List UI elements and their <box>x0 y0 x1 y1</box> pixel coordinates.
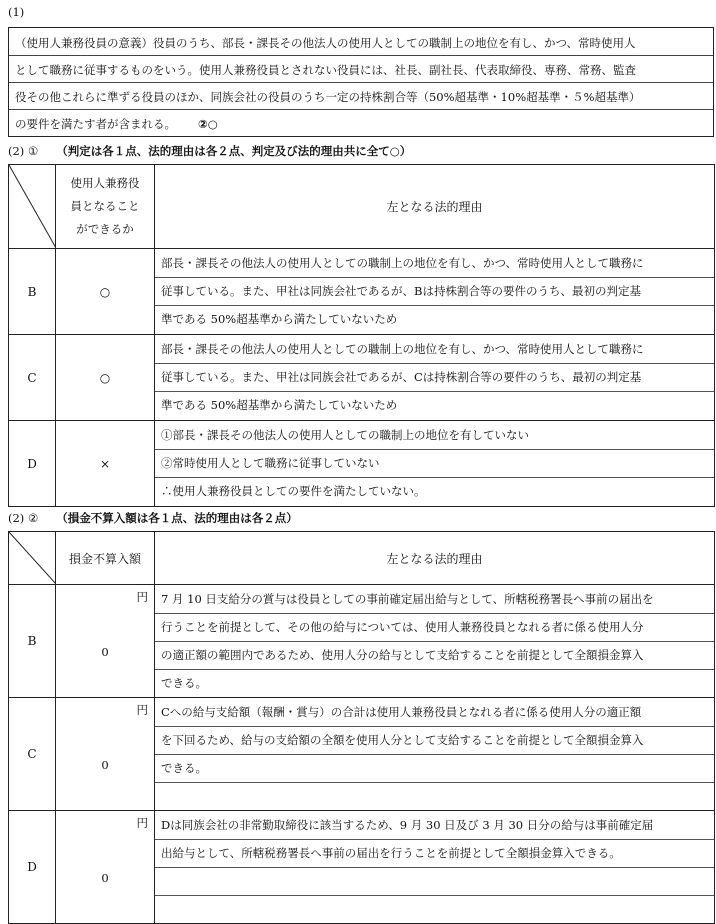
reason-cell-b: 7 月 10 日支給分の賞与は役員としての事前確定届出給与として、所轄税務署長へ事前の届出を 行うことを前提として、その他の給与については、使用人兼務役員となれる者に係る使用人分 の適正額の範囲内であるため、使用人分の給与として支給することを前提として全額損金算入 できる。 <box>155 585 715 698</box>
amount-value-d: 0 <box>101 871 109 885</box>
section-1-line <box>15 117 709 131</box>
row-label-b: B <box>9 585 56 698</box>
section-2-2-header <box>8 510 298 526</box>
section-1-label: (1) <box>8 5 25 19</box>
reason-cell-c: 部長・課長その他法人の使用人としての職制上の地位を有し、かつ、常時使用人として職務に 従事している。また、甲社は同族会社であるが、Cは持株割合等の要件のうち、最初の判定基 準である 50%超基準から満たしていないため <box>155 335 715 421</box>
row-label-d: D <box>9 421 56 507</box>
section-2-1-header <box>8 143 411 159</box>
section-1-line: 役その他これらに準ずる役員のほか、同族会社の役員のうち一定の持株割合等（50%超基準・10%超基準・５%超基準） <box>15 90 641 104</box>
col-header-reason: 左となる法的理由 <box>155 532 715 585</box>
section-2-2-label: (2) ② <box>8 511 39 525</box>
table-row <box>9 421 715 507</box>
table-row <box>9 249 715 335</box>
judgment-mark-b: ○ <box>56 249 155 335</box>
nondeductible-table-header-row <box>9 532 715 585</box>
section-2-1-label: (2) ① <box>8 144 39 158</box>
table-row <box>9 335 715 421</box>
table-row <box>9 585 715 698</box>
diagonal-cell <box>9 165 56 249</box>
col-header-amount: 損金不算入額 <box>56 532 155 585</box>
row-label-c: C <box>9 698 56 811</box>
judgment-table <box>8 164 715 507</box>
table-row <box>9 811 715 924</box>
diagonal-cell <box>9 532 56 585</box>
yen-unit: 円 <box>136 590 148 604</box>
col-header-reason: 左となる法的理由 <box>155 165 715 249</box>
judgment-mark-d: × <box>56 421 155 507</box>
row-label-c: C <box>9 335 56 421</box>
amount-cell-c <box>56 698 155 811</box>
amount-value-c: 0 <box>101 758 109 772</box>
section-2-1-note: （判定は各１点、法的理由は各２点、判定及び法的理由共に全て○） <box>56 144 412 158</box>
amount-cell-b <box>56 585 155 698</box>
section-1-line: として職務に従事するものをいう。使用人兼務役員とされない役員には、社長、副社長、代表取締役、専務、常務、監査 <box>15 63 636 77</box>
judgment-mark-c: ○ <box>56 335 155 421</box>
judgment-table-header-row <box>9 165 715 249</box>
amount-value-b: 0 <box>101 645 109 659</box>
score-mark: ②○ <box>198 117 218 131</box>
amount-cell-d <box>56 811 155 924</box>
section-1-line: （使用人兼務役員の意義）役員のうち、部長・課長その他法人の使用人としての職制上の地位を有し、かつ、常時使用人 <box>15 36 636 50</box>
col-header-eligibility: 使用人兼務役 員となること ができるか <box>56 165 155 249</box>
section-2-2-note: （損金不算入額は各１点、法的理由は各２点） <box>56 511 298 525</box>
reason-cell-d: ①部長・課長その他法人の使用人としての職制上の地位を有していない ②常時使用人として職務に従事していない ∴使用人兼務役員としての要件を満たしていない。 <box>155 421 715 507</box>
reason-cell-d: Dは同族会社の非常勤取締役に該当するため、9 月 30 日及び 3 月 30 日分の給与は事前確定届 出給与として、所轄税務署長へ事前の届出を行うことを前提として全額損金算入できる。 <box>155 811 715 924</box>
section-1-last-line: の要件を満たす者が含まれる。 <box>15 117 176 131</box>
reason-cell-c: Cへの給与支給額（報酬・賞与）の合計は使用人兼務役員となれる者に係る使用人分の適正額 を下回るため、給与の支給額の全額を使用人分として支給することを前提として全額損金算入 できる。 <box>155 698 715 811</box>
section-1-box <box>8 27 714 137</box>
yen-unit: 円 <box>136 703 148 717</box>
yen-unit: 円 <box>136 816 148 830</box>
table-row <box>9 698 715 811</box>
nondeductible-table <box>8 531 715 924</box>
row-label-b: B <box>9 249 56 335</box>
reason-cell-b: 部長・課長その他法人の使用人としての職制上の地位を有し、かつ、常時使用人として職務に 従事している。また、甲社は同族会社であるが、Bは持株割合等の要件のうち、最初の判定基 準である 50%超基準から満たしていないため <box>155 249 715 335</box>
row-label-d: D <box>9 811 56 924</box>
